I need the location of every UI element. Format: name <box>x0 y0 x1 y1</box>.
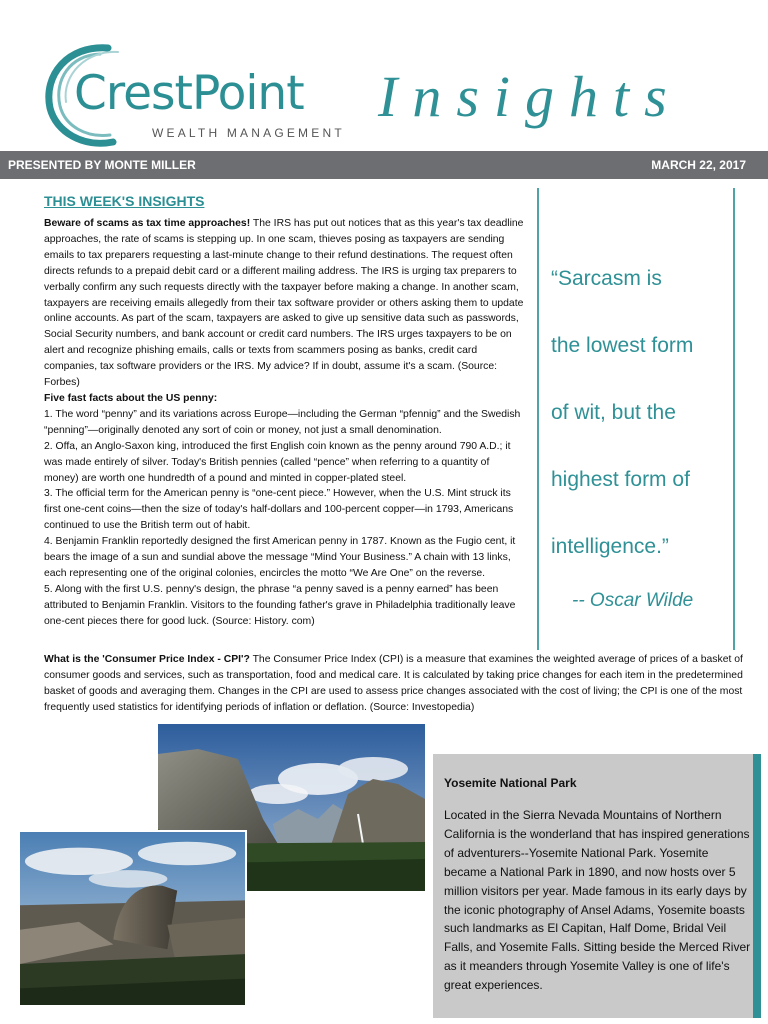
issue-date: MARCH 22, 2017 <box>651 158 746 172</box>
quote-line: “Sarcasm is <box>551 267 662 290</box>
penny-heading: Five fast facts about the US penny: <box>44 392 218 404</box>
scams-body: The IRS has put out notices that as this year's tax deadline approaches, the rate of scams is stepping up. In one scam, thieves posing as taxpayers are sending emails to tax preparers requesting a last-minute change to their refund destinations. The request often directs refunds to a prepaid debit card or a different mailing address. The IRS is urging tax preparers to verbally confirm any such requests directly with the taxpayer before making a change. In another scam, taxpayers are receiving emails allegedly from their tax software provider or others asking them to update online accounts. As part of the scam, taxpayers are asked to give up sensitive data such as passwords, Social Security numbers, and bank account or credit card numbers. The IRS urges taxpayers to be on alert and recognize phishing emails, calls or texts from scammers posing as banks, credit card companies, tax software providers or the IRS. My advice? If in doubt, assume it's a scam. (Source: Forbes) <box>44 218 524 389</box>
presenter-banner <box>0 151 768 179</box>
cpi-article <box>44 652 754 716</box>
penny-fact: 4. Benjamin Franklin reportedly designed the first American penny in 1787. Known as the Fugio cent, it bears the image of a sun and sundial above the message “Mind Your Business.” A chain with 13 links, each representing one of the original colonies, encircles the motto “We Are One” on the reverse. <box>44 536 516 579</box>
logo-tagline: WEALTH MANAGEMENT <box>152 126 345 140</box>
penny-fact: 1. The word “penny” and its variations across Europe—including the German “pfennig” and the Swedish “penning”—originally denoted any sort of coin or money, not just a small denomination. <box>44 408 521 436</box>
penny-fact: 2. Offa, an Anglo-Saxon king, introduced the first English coin known as the penny around 790 A.D.; it was made entirely of silver. Today's British pennies (called “pence” when referring to a quantity of money) are worth one hundredth of a pound and minted in copper-plated steel. <box>44 440 511 484</box>
quote-divider-right <box>733 188 735 650</box>
section-heading: THIS WEEK'S INSIGHTS <box>44 193 205 209</box>
quote-line: of wit, but the <box>551 401 676 424</box>
half-dome-photo <box>18 830 247 1007</box>
quote-line: intelligence.” <box>551 535 669 558</box>
logo-wordmark: CrestPoint <box>74 66 304 121</box>
scams-heading: Beware of scams as tax time approaches! <box>44 218 251 229</box>
presenter-name: PRESENTED BY MONTE MILLER <box>8 158 196 172</box>
newsletter-title: Insights <box>378 64 682 129</box>
quote-line: highest form of <box>551 468 690 491</box>
quote-author: -- Oscar Wilde <box>572 590 694 611</box>
penny-fact: 3. The official term for the American penny is “one-cent piece.” However, when the U.S. Mint struck its first one-cent coins—then the size of today's half-dollars and 100-percent copper—in 1793, Americans continued to use the British term out of habit. <box>44 488 514 532</box>
sidebar-accent-bar <box>753 754 761 1018</box>
penny-fact: 5. Along with the first U.S. penny's design, the phrase “a penny saved is a penny earned” has been attributed to Benjamin Franklin. Visitors to the founding father's grave in Philadelphia traditionally leave one-cent pieces there for good luck. (Source: History. com) <box>44 583 516 627</box>
pull-quote <box>551 245 733 580</box>
sidebar-body: Located in the Sierra Nevada Mountains of Northern California is the wonderland that has inspired generations of adventurers--Yosemite National Park. Yosemite became a National Park in 1890, and now hosts over 5 million visitors per year. Made famous in its early days by the iconic photography of Ansel Adams, Yosemite boasts such landmarks as El Capitan, Half Dome, Bridal Veil Falls, and Yosemite Falls. Sitting beside the Merced River as it meanders through Yosemite Valley is one of life's great experiences. <box>444 808 751 993</box>
cpi-heading: What is the 'Consumer Price Index - CPI'? <box>44 654 250 665</box>
quote-line: the lowest form <box>551 334 694 357</box>
yosemite-sidebar <box>433 754 761 1018</box>
cpi-body: The Consumer Price Index (CPI) is a measure that examines the weighted average of prices of a basket of consumer goods and services, such as transportation, food and medical care. It is calculated by taking price changes for each item in the predetermined basket of goods and averaging them. Changes in the CPI are used to assess price changes associated with the cost of living; the CPI is one of the most frequently used statistics for identifying periods of inflation or deflation. (Source: Investopedia) <box>44 654 743 713</box>
quote-divider-left <box>537 188 539 650</box>
scams-article <box>44 216 526 391</box>
main-article-column <box>44 216 526 630</box>
sidebar-title: Yosemite National Park <box>444 776 577 790</box>
